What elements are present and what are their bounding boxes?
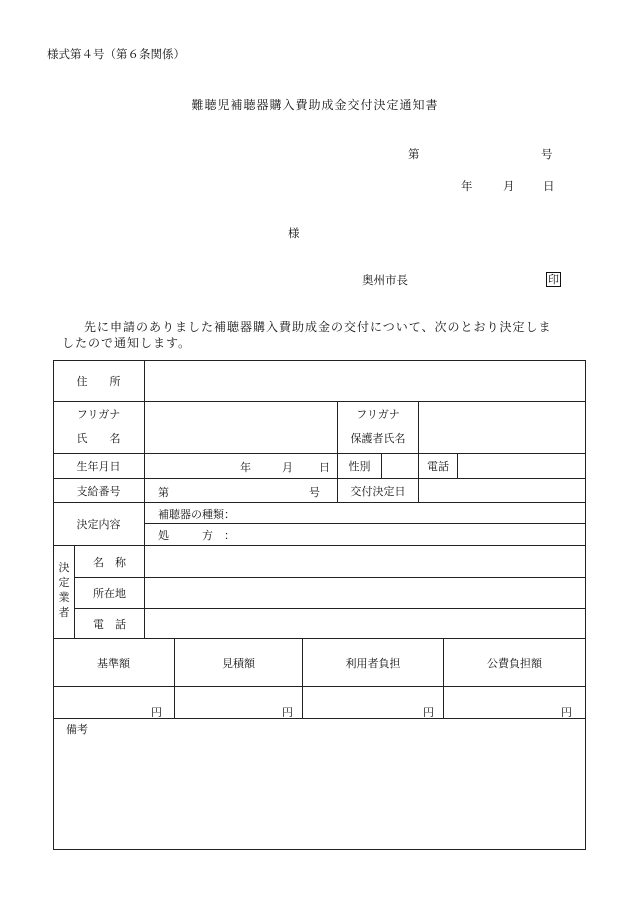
date-day: 日 [543,179,555,193]
col-user-burden: 利用者負担 [345,656,401,670]
col-base-amount: 基準額 [97,656,130,670]
name-label: 氏 名 [76,432,121,445]
date-year: 年 [461,179,473,193]
address-label: 住 所 [76,374,121,388]
prescription-label: 処 方 ： [158,529,235,542]
furigana-label: フリガナ [76,408,121,421]
birth-day: 日 [319,461,330,474]
public-burden-yen: 円 [561,706,572,719]
estimate-amount-yen: 円 [282,706,293,719]
phone-label: 電話 [427,460,449,473]
vendor-location-label: 所在地 [93,587,126,600]
birth-month: 月 [282,461,293,474]
doc-number-suffix: 号 [541,147,553,161]
name-field[interactable] [145,402,337,453]
col-public-burden: 公費負担額 [487,656,542,670]
issuer-name: 奥州市長 [362,273,408,287]
gender-field[interactable] [382,454,418,478]
decision-date-field[interactable] [419,479,585,502]
device-type-label: 補聴器の種類： [158,508,235,521]
payment-number-prefix: 第 [158,486,169,499]
vendor-group-label: 決定業者 [58,561,70,619]
phone-field[interactable] [458,454,585,478]
guardian-name-label: 保護者氏名 [350,432,406,445]
user-burden-yen: 円 [423,706,434,719]
intro-line-1: 先に申請のありました補聴器購入費助成金の交付について、次のとおり決定しま [84,320,552,334]
payment-number-suffix: 号 [309,486,320,499]
addressee-suffix: 様 [288,226,300,240]
remarks-label: 備考 [66,723,88,736]
intro-text [62,319,582,351]
intro-line-2: したので通知します。 [62,336,192,350]
birth-year: 年 [240,461,251,474]
col-estimate-amount: 見積額 [222,656,255,670]
gender-label: 性別 [348,460,371,473]
vendor-name-field[interactable] [145,546,585,577]
payment-number-label: 支給番号 [76,484,121,498]
vendor-phone-label: 電 話 [93,617,126,631]
doc-number-prefix: 第 [408,147,420,161]
birth-date-label: 生年月日 [76,460,121,473]
decision-content-label: 決定内容 [76,518,121,531]
document-title: 難聴児補聴器購入費助成金交付決定通知書 [191,98,439,112]
decision-date-label: 交付決定日 [350,484,406,498]
form-number: 様式第４号（第６条関係） [47,47,185,61]
guardian-name-field[interactable] [419,402,585,453]
remarks-field[interactable] [54,736,585,848]
vendor-name-label: 名 称 [93,555,126,569]
address-field[interactable] [145,360,585,401]
vendor-location-field[interactable] [145,578,585,608]
seal-mark: 印 [548,273,559,286]
vendor-phone-field[interactable] [145,609,585,638]
guardian-furigana-label: フリガナ [356,408,400,421]
date-month: 月 [503,179,515,193]
base-amount-yen: 円 [151,706,162,719]
